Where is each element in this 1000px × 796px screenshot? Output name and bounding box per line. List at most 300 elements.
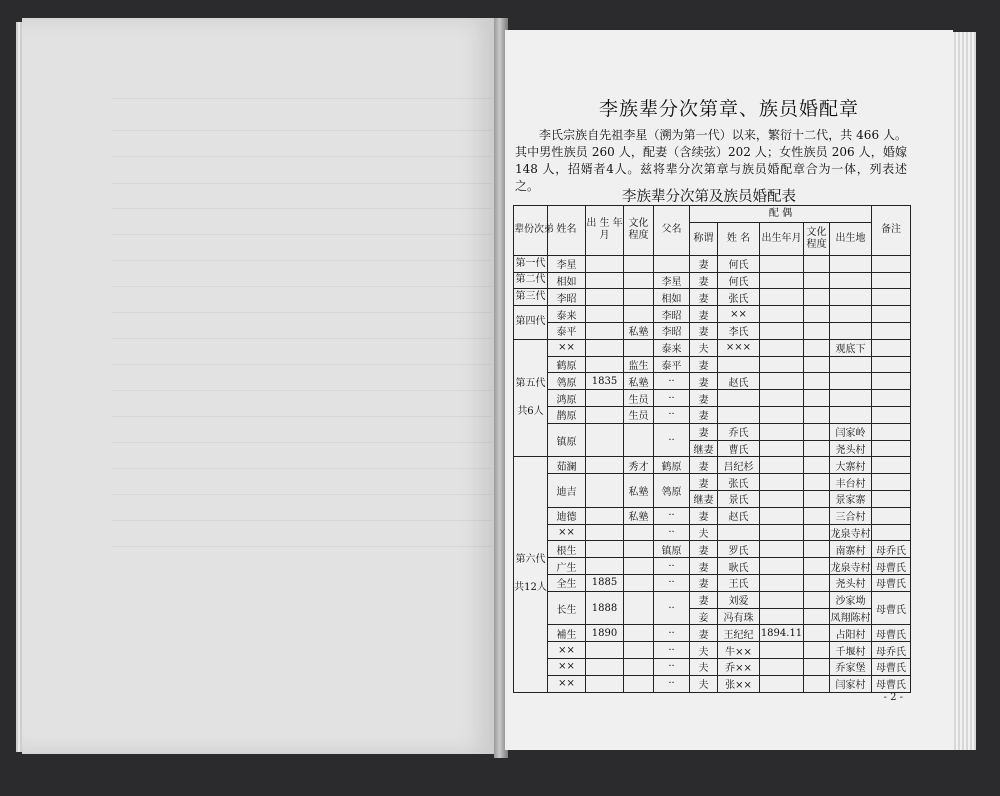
spouse-birth-cell bbox=[760, 440, 804, 457]
birth-cell: 1888 bbox=[586, 591, 624, 625]
spouse-name-cell: 赵氏 bbox=[718, 507, 760, 524]
person-name-cell: 鹊原 bbox=[548, 406, 586, 423]
birthplace-cell bbox=[830, 272, 872, 289]
note-cell bbox=[872, 356, 911, 373]
birth-cell bbox=[586, 339, 624, 356]
note-cell bbox=[872, 490, 911, 507]
education-cell: 私塾 bbox=[624, 507, 654, 524]
spouse-name-cell: 何氏 bbox=[718, 272, 760, 289]
note-cell: 母曹氏 bbox=[872, 591, 911, 625]
generation-count: 共6人 bbox=[517, 406, 544, 418]
table-row bbox=[514, 474, 911, 491]
birthplace-cell: 尧头村 bbox=[830, 440, 872, 457]
spouse-name-cell bbox=[718, 524, 760, 541]
spouse-edu-cell bbox=[804, 558, 830, 575]
father-cell: 李星 bbox=[654, 272, 690, 289]
spouse-birth-cell bbox=[760, 474, 804, 491]
relation-cell: 妻 bbox=[690, 289, 718, 306]
birthplace-cell: 凤翔陈村 bbox=[830, 608, 872, 625]
spouse-edu-cell bbox=[804, 440, 830, 457]
generation-label: 第四代 bbox=[515, 316, 546, 328]
spouse-name-cell: 曹氏 bbox=[718, 440, 760, 457]
education-cell: 秀才 bbox=[624, 457, 654, 474]
birth-cell bbox=[586, 356, 624, 373]
father-cell: 泰来 bbox=[654, 339, 690, 356]
education-cell bbox=[624, 625, 654, 642]
relation-cell: 夫 bbox=[690, 658, 718, 675]
note-cell: 母曹氏 bbox=[872, 574, 911, 591]
table-row bbox=[514, 574, 911, 591]
generation-cell bbox=[514, 289, 548, 306]
birth-cell bbox=[586, 255, 624, 272]
spouse-edu-cell bbox=[804, 591, 830, 608]
relation-cell: 妻 bbox=[690, 322, 718, 339]
father-cell: ·· bbox=[654, 558, 690, 575]
table-row bbox=[514, 406, 911, 423]
education-cell bbox=[624, 423, 654, 457]
spouse-edu-cell bbox=[804, 289, 830, 306]
relation-cell: 妻 bbox=[690, 625, 718, 642]
table-row bbox=[514, 322, 911, 339]
spouse-edu-cell bbox=[804, 457, 830, 474]
birthplace-cell: 尧头村 bbox=[830, 574, 872, 591]
father-cell: ·· bbox=[654, 390, 690, 407]
relation-cell: 妻 bbox=[690, 390, 718, 407]
birthplace-cell bbox=[830, 306, 872, 323]
education-cell: 生员 bbox=[624, 390, 654, 407]
generation-label: 第六代 bbox=[515, 554, 546, 566]
table-row bbox=[514, 289, 911, 306]
spouse-birth-cell bbox=[760, 339, 804, 356]
birth-cell bbox=[586, 390, 624, 407]
father-cell: ·· bbox=[654, 642, 690, 659]
birthplace-cell bbox=[830, 406, 872, 423]
spouse-name-cell bbox=[718, 390, 760, 407]
spouse-edu-cell bbox=[804, 406, 830, 423]
birth-cell bbox=[586, 675, 624, 692]
spouse-edu-cell bbox=[804, 658, 830, 675]
left-page bbox=[22, 18, 498, 754]
spouse-name-cell: 张氏 bbox=[718, 474, 760, 491]
relation-cell: 妻 bbox=[690, 541, 718, 558]
birthplace-cell: 南寨村 bbox=[830, 541, 872, 558]
table-row bbox=[514, 558, 911, 575]
person-name-cell: 广生 bbox=[548, 558, 586, 575]
birth-cell: 1885 bbox=[586, 574, 624, 591]
table-row bbox=[514, 507, 911, 524]
page-number: - 2 - bbox=[883, 692, 903, 703]
education-cell bbox=[624, 675, 654, 692]
intro-paragraph: 李氏宗族自先祖李星（溯为第一代）以来，繁衍十二代，共 466 人。其中男性族员 260 人，配妻（含续弦）202 人；女性族员 206 人，婚嫁 148 人，招婿者4人。兹将辈分次第章与族员婚配章合为一体，列表述之。 bbox=[515, 128, 907, 193]
birth-cell bbox=[586, 524, 624, 541]
spouse-edu-cell bbox=[804, 507, 830, 524]
father-cell: ·· bbox=[654, 658, 690, 675]
person-name-cell: 茹澜 bbox=[548, 457, 586, 474]
father-cell: ·· bbox=[654, 625, 690, 642]
spouse-birth-cell bbox=[760, 306, 804, 323]
father-cell: ·· bbox=[654, 524, 690, 541]
note-cell bbox=[872, 457, 911, 474]
table-row bbox=[514, 356, 911, 373]
birth-cell bbox=[586, 406, 624, 423]
birth-cell bbox=[586, 289, 624, 306]
relation-cell: 妻 bbox=[690, 591, 718, 608]
person-name-cell: 镇原 bbox=[548, 423, 586, 457]
education-cell bbox=[624, 541, 654, 558]
note-cell bbox=[872, 322, 911, 339]
col-header-name: 姓名 bbox=[548, 206, 586, 256]
table-row bbox=[514, 457, 911, 474]
col-header-relation: 称谓 bbox=[690, 222, 718, 255]
education-cell: 私塾 bbox=[624, 322, 654, 339]
father-cell: 李昭 bbox=[654, 306, 690, 323]
generation-label: 第一代 bbox=[515, 257, 546, 269]
spouse-edu-cell bbox=[804, 339, 830, 356]
spouse-edu-cell bbox=[804, 390, 830, 407]
col-header-spouse-name: 姓 名 bbox=[718, 222, 760, 255]
person-name-cell: 根生 bbox=[548, 541, 586, 558]
birthplace-cell: 千堰村 bbox=[830, 642, 872, 659]
table-row bbox=[514, 625, 911, 642]
birthplace-cell: 龙泉寺村 bbox=[830, 558, 872, 575]
birthplace-cell bbox=[830, 390, 872, 407]
birth-cell bbox=[586, 658, 624, 675]
spouse-birth-cell bbox=[760, 423, 804, 440]
father-cell: ·· bbox=[654, 591, 690, 625]
spouse-birth-cell bbox=[760, 356, 804, 373]
spouse-edu-cell bbox=[804, 625, 830, 642]
education-cell: 生员 bbox=[624, 406, 654, 423]
spouse-name-cell: 景氏 bbox=[718, 490, 760, 507]
spouse-birth-cell bbox=[760, 255, 804, 272]
spouse-birth-cell bbox=[760, 608, 804, 625]
father-cell: ·· bbox=[654, 574, 690, 591]
spouse-birth-cell bbox=[760, 574, 804, 591]
birthplace-cell: 丰台村 bbox=[830, 474, 872, 491]
spouse-birth-cell bbox=[760, 541, 804, 558]
birth-cell: 1835 bbox=[586, 373, 624, 390]
relation-cell: 妻 bbox=[690, 423, 718, 440]
father-cell: 相如 bbox=[654, 289, 690, 306]
right-page-edges bbox=[950, 32, 976, 750]
person-name-cell: 補生 bbox=[548, 625, 586, 642]
person-name-cell: 全生 bbox=[548, 574, 586, 591]
spouse-name-cell: 李氏 bbox=[718, 322, 760, 339]
generation-label: 第三代 bbox=[515, 291, 546, 303]
spouse-name-cell: ××× bbox=[718, 339, 760, 356]
table-row bbox=[514, 306, 911, 323]
education-cell bbox=[624, 558, 654, 575]
birth-cell bbox=[586, 474, 624, 508]
relation-cell: 妻 bbox=[690, 373, 718, 390]
birthplace-cell: 观底下 bbox=[830, 339, 872, 356]
spouse-birth-cell bbox=[760, 289, 804, 306]
col-header-note: 备注 bbox=[872, 206, 911, 256]
father-cell: ·· bbox=[654, 373, 690, 390]
table-row bbox=[514, 658, 911, 675]
table-row bbox=[514, 591, 911, 608]
education-cell bbox=[624, 524, 654, 541]
table-body bbox=[514, 206, 911, 693]
col-header-education: 文化程度 bbox=[624, 206, 654, 256]
spouse-name-cell bbox=[718, 356, 760, 373]
education-cell: 私塾 bbox=[624, 373, 654, 390]
birth-cell bbox=[586, 457, 624, 474]
generation-cell bbox=[514, 339, 548, 457]
spouse-edu-cell bbox=[804, 642, 830, 659]
person-name-cell: 鸰原 bbox=[548, 373, 586, 390]
education-cell bbox=[624, 306, 654, 323]
table-title: 李族辈分次第及族员婚配表 bbox=[622, 189, 796, 205]
note-cell bbox=[872, 289, 911, 306]
spouse-edu-cell bbox=[804, 574, 830, 591]
generation-label: 第五代 bbox=[515, 378, 546, 390]
note-cell bbox=[872, 423, 911, 440]
spouse-birth-cell bbox=[760, 558, 804, 575]
birthplace-cell: 占阳村 bbox=[830, 625, 872, 642]
page-title: 李族辈分次第章、族员婚配章 bbox=[598, 98, 859, 120]
header-row bbox=[514, 206, 911, 223]
spouse-edu-cell bbox=[804, 306, 830, 323]
spouse-edu-cell bbox=[804, 255, 830, 272]
spouse-edu-cell bbox=[804, 423, 830, 440]
relation-cell: 妻 bbox=[690, 457, 718, 474]
father-cell: ·· bbox=[654, 406, 690, 423]
spouse-name-cell: 吕纪杉 bbox=[718, 457, 760, 474]
person-name-cell: 李昭 bbox=[548, 289, 586, 306]
spouse-birth-cell bbox=[760, 490, 804, 507]
spouse-birth-cell bbox=[760, 658, 804, 675]
father-cell: ·· bbox=[654, 675, 690, 692]
education-cell bbox=[624, 289, 654, 306]
education-cell: 监生 bbox=[624, 356, 654, 373]
spouse-birth-cell bbox=[760, 642, 804, 659]
spouse-edu-cell bbox=[804, 322, 830, 339]
relation-cell: 妻 bbox=[690, 574, 718, 591]
relation-cell: 妻 bbox=[690, 272, 718, 289]
note-cell bbox=[872, 272, 911, 289]
father-cell bbox=[654, 255, 690, 272]
education-cell bbox=[624, 272, 654, 289]
col-header-birth: 出 生 年 月 bbox=[586, 206, 624, 256]
person-name-cell: 长生 bbox=[548, 591, 586, 625]
spouse-birth-cell bbox=[760, 390, 804, 407]
table-row bbox=[514, 423, 911, 440]
person-name-cell: ×× bbox=[548, 524, 586, 541]
relation-cell: 妻 bbox=[690, 306, 718, 323]
birth-cell bbox=[586, 423, 624, 457]
spouse-birth-cell bbox=[760, 322, 804, 339]
note-cell bbox=[872, 507, 911, 524]
birthplace-cell: 三合村 bbox=[830, 507, 872, 524]
spouse-name-cell: 何氏 bbox=[718, 255, 760, 272]
birthplace-cell bbox=[830, 356, 872, 373]
col-header-spouse-group: 配 偶 bbox=[690, 206, 872, 223]
spouse-name-cell: 冯有珠 bbox=[718, 608, 760, 625]
education-cell bbox=[624, 591, 654, 625]
generation-cell bbox=[514, 457, 548, 692]
person-name-cell: 鸿原 bbox=[548, 390, 586, 407]
spouse-name-cell: 牛×× bbox=[718, 642, 760, 659]
spouse-birth-cell bbox=[760, 373, 804, 390]
relation-cell: 妻 bbox=[690, 474, 718, 491]
birthplace-cell: 闫家岭 bbox=[830, 423, 872, 440]
note-cell bbox=[872, 339, 911, 356]
note-cell: 母乔氏 bbox=[872, 541, 911, 558]
spouse-name-cell bbox=[718, 406, 760, 423]
person-name-cell: ×× bbox=[548, 339, 586, 356]
person-name-cell: 迪吉 bbox=[548, 474, 586, 508]
generation-count: 共12人 bbox=[514, 582, 547, 594]
spouse-birth-cell bbox=[760, 457, 804, 474]
person-name-cell: 相如 bbox=[548, 272, 586, 289]
table-row bbox=[514, 373, 911, 390]
birth-cell bbox=[586, 306, 624, 323]
person-name-cell: 迪德 bbox=[548, 507, 586, 524]
spouse-edu-cell bbox=[804, 524, 830, 541]
birthplace-cell: 沙家坳 bbox=[830, 591, 872, 608]
note-cell bbox=[872, 373, 911, 390]
spouse-name-cell: ×× bbox=[718, 306, 760, 323]
spouse-edu-cell bbox=[804, 608, 830, 625]
person-name-cell: 泰来 bbox=[548, 306, 586, 323]
note-cell: 母乔氏 bbox=[872, 642, 911, 659]
birthplace-cell: 乔家堡 bbox=[830, 658, 872, 675]
spouse-birth-cell bbox=[760, 507, 804, 524]
person-name-cell: 李星 bbox=[548, 255, 586, 272]
spouse-edu-cell bbox=[804, 675, 830, 692]
birthplace-cell bbox=[830, 373, 872, 390]
col-header-birthplace: 出生地 bbox=[830, 222, 872, 255]
spouse-name-cell: 乔氏 bbox=[718, 423, 760, 440]
spouse-name-cell: 张×× bbox=[718, 675, 760, 692]
birthplace-cell bbox=[830, 289, 872, 306]
generation-label: 第二代 bbox=[515, 274, 546, 286]
birthplace-cell: 景家寨 bbox=[830, 490, 872, 507]
table-row bbox=[514, 339, 911, 356]
relation-cell: 妻 bbox=[690, 507, 718, 524]
note-cell: 母曹氏 bbox=[872, 675, 911, 692]
spouse-edu-cell bbox=[804, 490, 830, 507]
spouse-edu-cell bbox=[804, 474, 830, 491]
birthplace-cell bbox=[830, 322, 872, 339]
note-cell bbox=[872, 440, 911, 457]
spouse-birth-cell bbox=[760, 272, 804, 289]
table-row bbox=[514, 642, 911, 659]
person-name-cell: 鹤原 bbox=[548, 356, 586, 373]
col-header-spouse-edu: 文化程度 bbox=[804, 222, 830, 255]
table-row bbox=[514, 541, 911, 558]
spouse-name-cell: 王氏 bbox=[718, 574, 760, 591]
birth-cell bbox=[586, 322, 624, 339]
education-cell: 私塾 bbox=[624, 474, 654, 508]
education-cell bbox=[624, 255, 654, 272]
spouse-name-cell: 刘爱 bbox=[718, 591, 760, 608]
note-cell: 母曹氏 bbox=[872, 658, 911, 675]
note-cell bbox=[872, 390, 911, 407]
spouse-edu-cell bbox=[804, 272, 830, 289]
person-name-cell: 泰平 bbox=[548, 322, 586, 339]
birth-cell bbox=[586, 642, 624, 659]
table-row bbox=[514, 524, 911, 541]
spouse-birth-cell bbox=[760, 675, 804, 692]
father-cell: 泰平 bbox=[654, 356, 690, 373]
relation-cell: 夫 bbox=[690, 642, 718, 659]
birthplace-cell: 大寨村 bbox=[830, 457, 872, 474]
birth-cell bbox=[586, 272, 624, 289]
spouse-birth-cell: 1894.11 bbox=[760, 625, 804, 642]
col-header-generation: 辈份次弟 bbox=[514, 206, 548, 256]
spouse-name-cell: 赵氏 bbox=[718, 373, 760, 390]
birth-cell bbox=[586, 541, 624, 558]
birthplace-cell: 闫家村 bbox=[830, 675, 872, 692]
birth-cell: 1890 bbox=[586, 625, 624, 642]
father-cell: ·· bbox=[654, 423, 690, 457]
father-cell: 镇原 bbox=[654, 541, 690, 558]
person-name-cell: ×× bbox=[548, 642, 586, 659]
col-header-spouse-birth: 出生年月 bbox=[760, 222, 804, 255]
father-cell: ·· bbox=[654, 507, 690, 524]
person-name-cell: ×× bbox=[548, 675, 586, 692]
relation-cell: 夫 bbox=[690, 339, 718, 356]
spouse-name-cell: 王纪纪 bbox=[718, 625, 760, 642]
spouse-name-cell: 张氏 bbox=[718, 289, 760, 306]
education-cell bbox=[624, 339, 654, 356]
relation-cell: 妾 bbox=[690, 608, 718, 625]
spouse-birth-cell bbox=[760, 591, 804, 608]
relation-cell: 夫 bbox=[690, 524, 718, 541]
relation-cell: 妻 bbox=[690, 255, 718, 272]
spouse-edu-cell bbox=[804, 356, 830, 373]
table-row bbox=[514, 675, 911, 692]
table-row bbox=[514, 272, 911, 289]
spouse-name-cell: 罗氏 bbox=[718, 541, 760, 558]
relation-cell: 妻 bbox=[690, 558, 718, 575]
birth-cell bbox=[586, 558, 624, 575]
birthplace-cell bbox=[830, 255, 872, 272]
spouse-edu-cell bbox=[804, 373, 830, 390]
note-cell bbox=[872, 255, 911, 272]
education-cell bbox=[624, 574, 654, 591]
relation-cell: 继妻 bbox=[690, 490, 718, 507]
generation-cell bbox=[514, 272, 548, 289]
birth-cell bbox=[586, 507, 624, 524]
note-cell bbox=[872, 524, 911, 541]
spouse-edu-cell bbox=[804, 541, 830, 558]
spouse-name-cell: 耿氏 bbox=[718, 558, 760, 575]
col-header-father: 父名 bbox=[654, 206, 690, 256]
generation-cell bbox=[514, 306, 548, 340]
note-cell bbox=[872, 406, 911, 423]
education-cell bbox=[624, 642, 654, 659]
genealogy-table bbox=[513, 205, 911, 693]
table-row bbox=[514, 255, 911, 272]
note-cell bbox=[872, 474, 911, 491]
right-page bbox=[505, 30, 953, 750]
spouse-birth-cell bbox=[760, 406, 804, 423]
relation-cell: 继妻 bbox=[690, 440, 718, 457]
relation-cell: 妻 bbox=[690, 406, 718, 423]
father-cell: 鹤原 bbox=[654, 457, 690, 474]
relation-cell: 夫 bbox=[690, 675, 718, 692]
spouse-birth-cell bbox=[760, 524, 804, 541]
note-cell bbox=[872, 306, 911, 323]
spouse-name-cell: 乔×× bbox=[718, 658, 760, 675]
father-cell: 李昭 bbox=[654, 322, 690, 339]
father-cell: 鸰原 bbox=[654, 474, 690, 508]
education-cell bbox=[624, 658, 654, 675]
relation-cell: 妻 bbox=[690, 356, 718, 373]
